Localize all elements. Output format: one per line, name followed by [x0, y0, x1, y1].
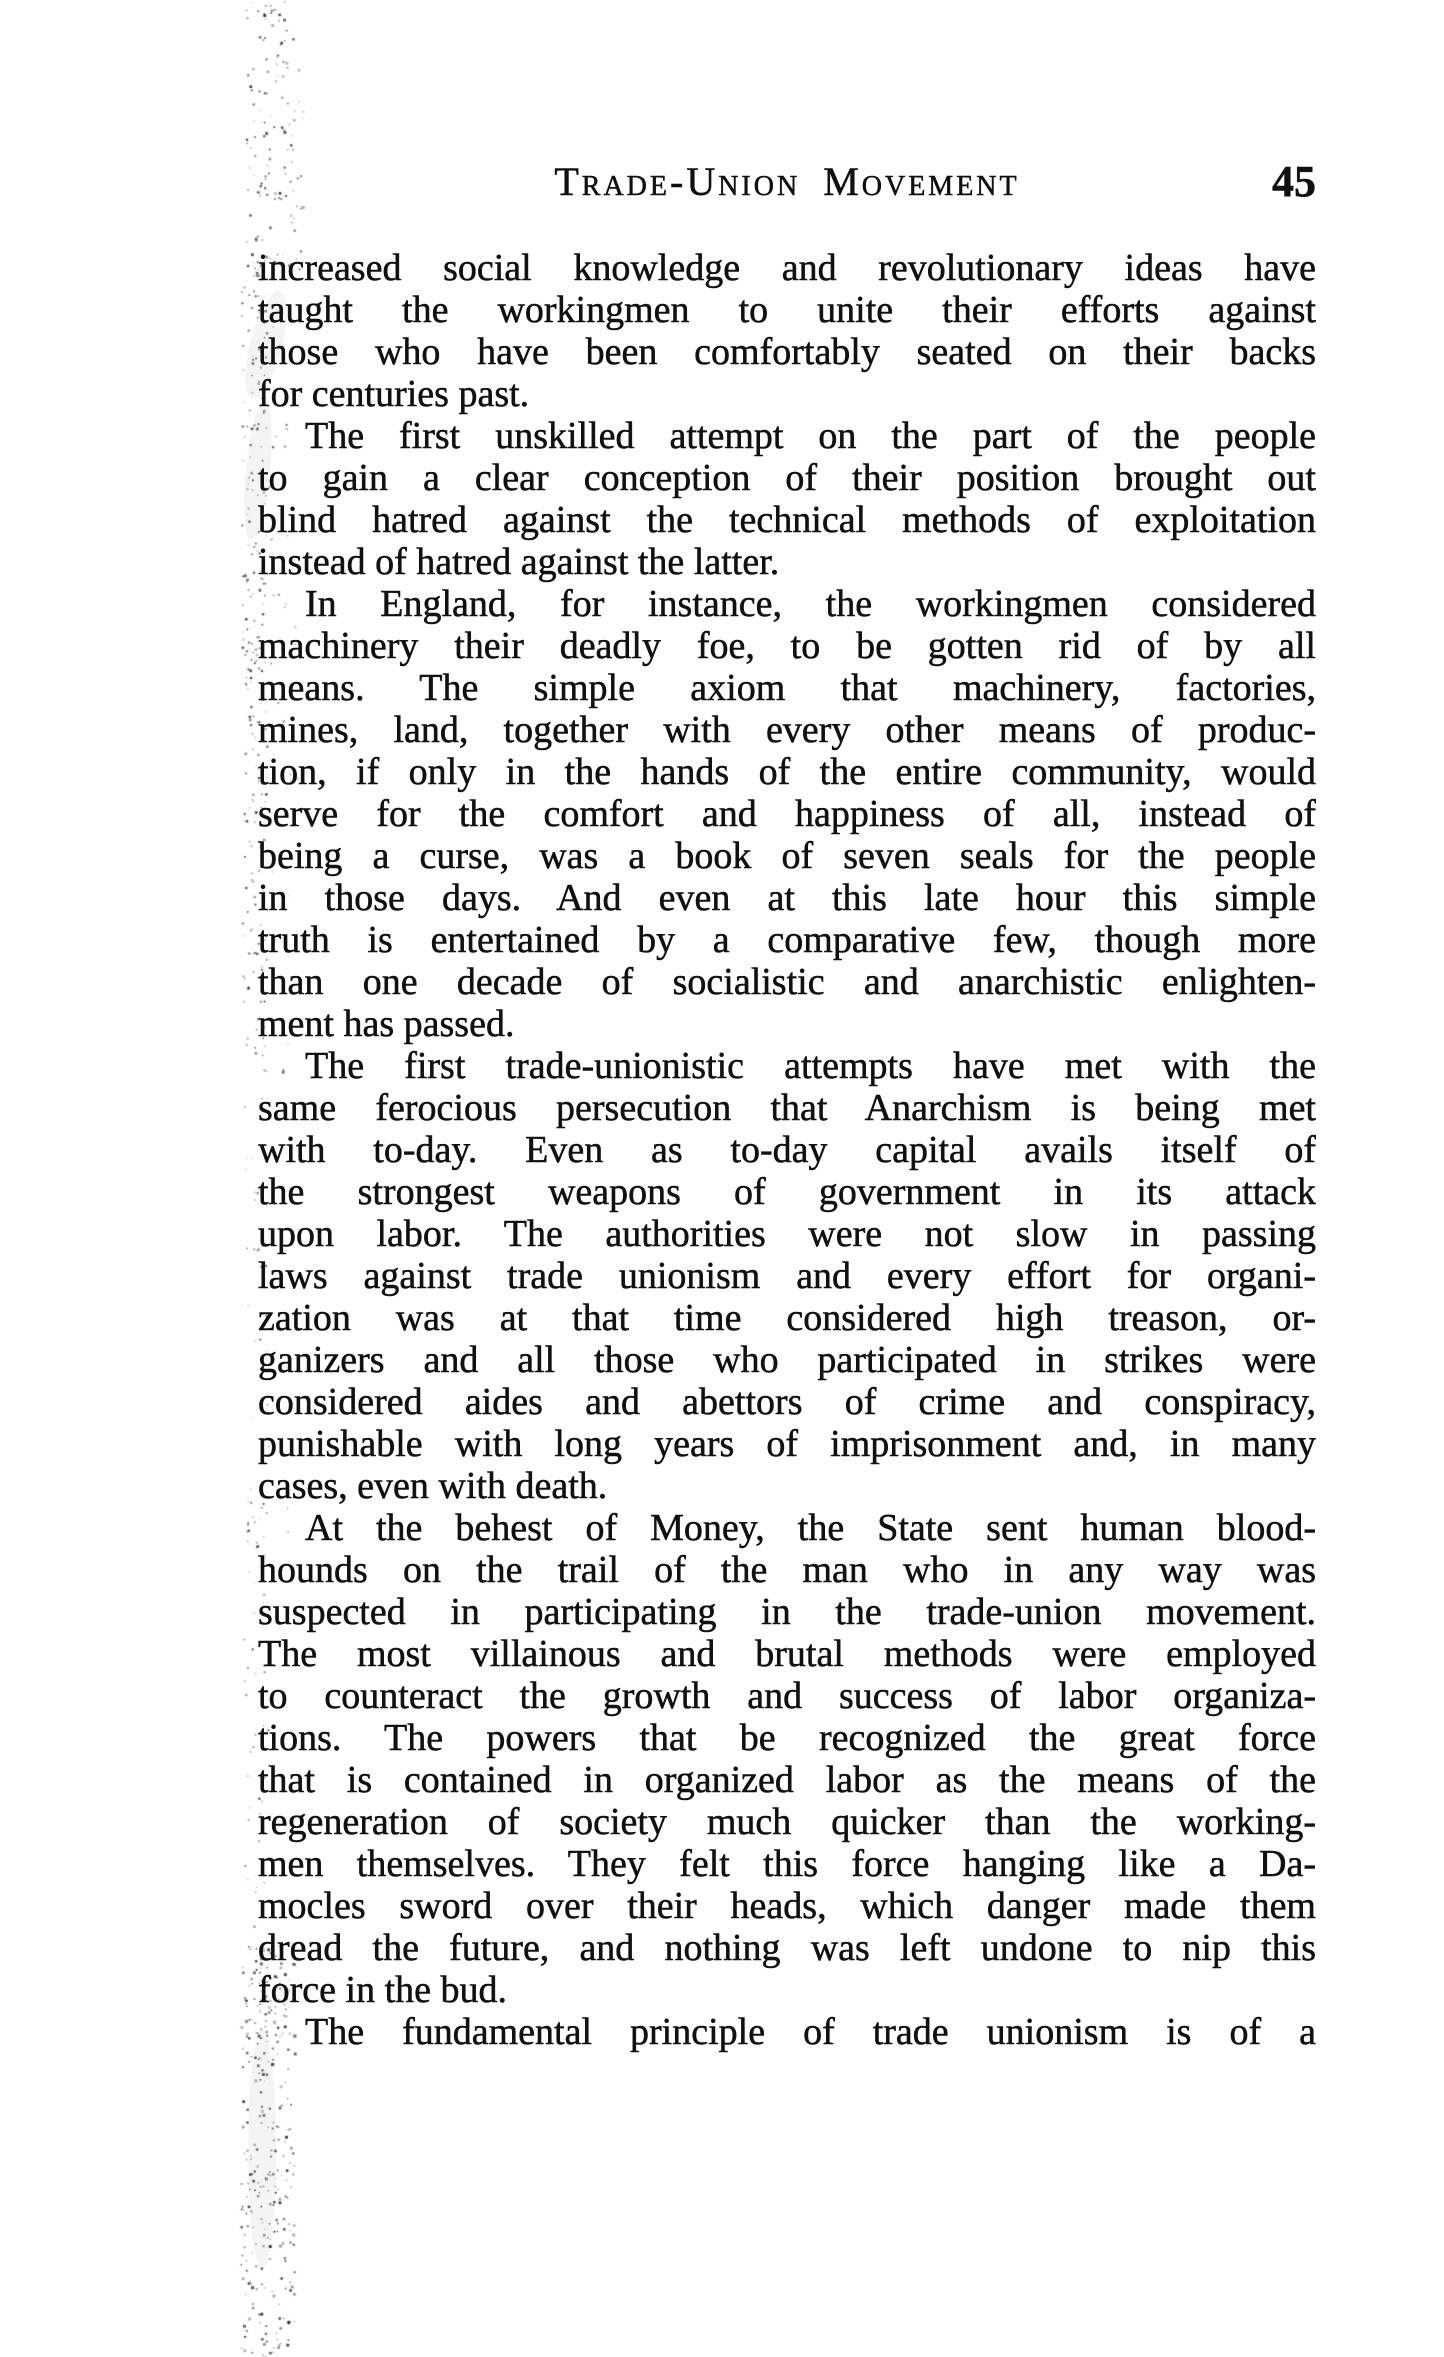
- paragraph: [258, 247, 1316, 415]
- text-line: cases, even with death.: [258, 1465, 608, 1507]
- text-line: than one decade of socialistic and anarchistic enlighten-: [258, 961, 1316, 1003]
- text-line: In England, for instance, the workingmen considered: [305, 583, 1316, 625]
- text-line: being a curse, was a book of seven seals for the people: [258, 835, 1316, 877]
- chapter-title: Trade-Union Movement: [554, 159, 1020, 204]
- text-line: zation was at that time considered high treason, or-: [258, 1297, 1316, 1339]
- paragraph: [258, 415, 1316, 583]
- text-line: that is contained in organized labor as the means of the: [258, 1759, 1316, 1801]
- text-line: same ferocious persecution that Anarchism is being met: [258, 1087, 1316, 1129]
- text-line: tions. The powers that be recognized the great force: [258, 1717, 1316, 1759]
- text-line: The most villainous and brutal methods were employed: [258, 1633, 1316, 1675]
- text-line: taught the workingmen to unite their efforts against: [258, 289, 1316, 331]
- text-line: mocles sword over their heads, which danger made them: [258, 1885, 1316, 1927]
- text-line: punishable with long years of imprisonment and, in many: [258, 1423, 1316, 1465]
- text-line: hounds on the trail of the man who in any way was: [258, 1549, 1316, 1591]
- paragraph: [258, 1045, 1316, 1507]
- text-line: regeneration of society much quicker than the working-: [258, 1801, 1316, 1843]
- text-line: mines, land, together with every other means of produc-: [258, 709, 1316, 751]
- text-line: upon labor. The authorities were not slow in passing: [258, 1213, 1316, 1255]
- text-line: tion, if only in the hands of the entire community, would: [258, 751, 1316, 793]
- body-text: [258, 247, 1316, 2053]
- text-line: The fundamental principle of trade unionism is of a: [305, 2011, 1316, 2053]
- text-line: dread the future, and nothing was left undone to nip this: [258, 1927, 1316, 1969]
- text-line: increased social knowledge and revolutionary ideas have: [258, 247, 1316, 289]
- text-line: The first trade-unionistic attempts have met with the: [305, 1045, 1316, 1087]
- text-line: with to-day. Even as to-day capital avails itself of: [258, 1129, 1316, 1171]
- text-line: ment has passed.: [258, 1003, 515, 1045]
- text-line: to counteract the growth and success of labor organiza-: [258, 1675, 1316, 1717]
- text-line: The first unskilled attempt on the part of the people: [305, 415, 1316, 457]
- text-line: force in the bud.: [258, 1969, 508, 2011]
- paragraph: [258, 1507, 1316, 2011]
- text-line: laws against trade unionism and every effort for organi-: [258, 1255, 1316, 1297]
- text-line: blind hatred against the technical methods of exploitation: [258, 499, 1316, 541]
- text-line: means. The simple axiom that machinery, factories,: [258, 667, 1316, 709]
- running-header: [258, 156, 1316, 208]
- text-line: to gain a clear conception of their position brought out: [258, 457, 1316, 499]
- text-line: At the behest of Money, the State sent human blood-: [305, 1507, 1316, 1549]
- text-line: truth is entertained by a comparative few, though more: [258, 919, 1316, 961]
- text-line: ganizers and all those who participated in strikes were: [258, 1339, 1316, 1381]
- paragraph: [258, 583, 1316, 1045]
- text-line: in those days. And even at this late hour this simple: [258, 877, 1316, 919]
- text-line: men themselves. They felt this force hanging like a Da-: [258, 1843, 1316, 1885]
- text-line: serve for the comfort and happiness of all, instead of: [258, 793, 1316, 835]
- text-line: considered aides and abettors of crime and conspiracy,: [258, 1381, 1316, 1423]
- text-line: those who have been comfortably seated on their backs: [258, 331, 1316, 373]
- text-line: the strongest weapons of government in its attack: [258, 1171, 1316, 1213]
- text-line: machinery their deadly foe, to be gotten rid of by all: [258, 625, 1316, 667]
- paragraph: [258, 2011, 1316, 2053]
- text-line: suspected in participating in the trade-union movement.: [258, 1591, 1316, 1633]
- text-line: instead of hatred against the latter.: [258, 541, 780, 583]
- text-line: for centuries past.: [258, 373, 530, 415]
- page-number: 45: [1272, 157, 1316, 206]
